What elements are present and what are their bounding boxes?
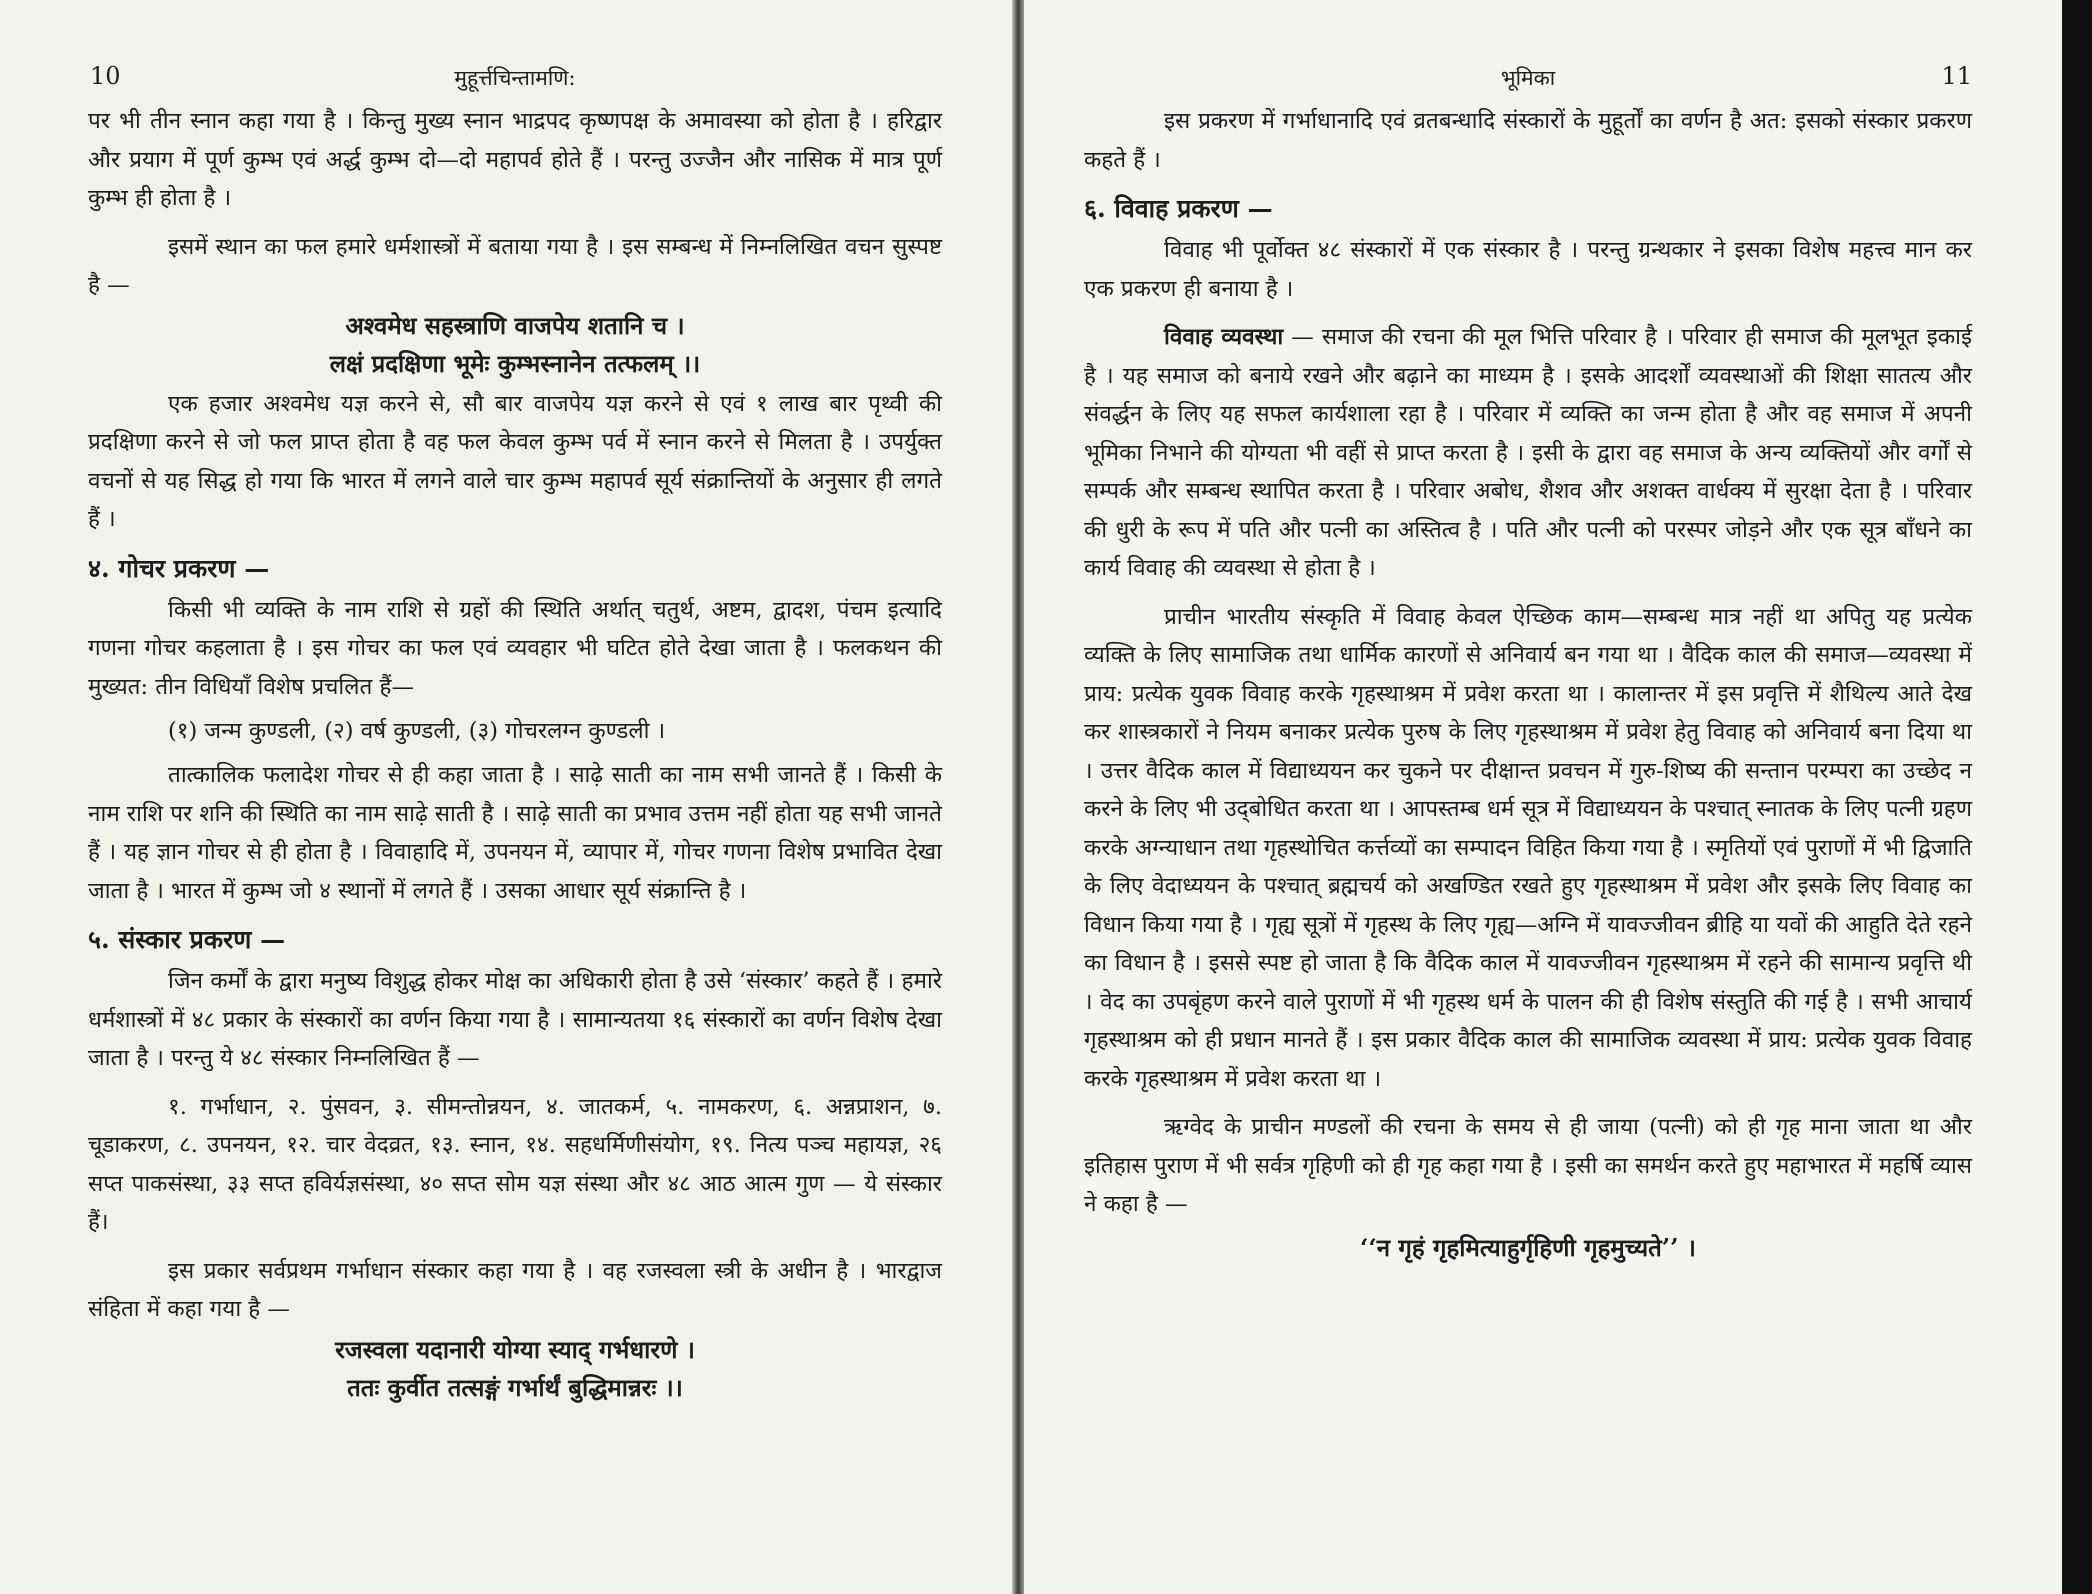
paragraph: एक हजार अश्वमेध यज्ञ करने से, सौ बार वाजपेय यज्ञ करने से एवं १ लाख बार पृथ्वी की प्रदक्षिणा करने से जो फल प्राप्त होता है वह फल केवल कुम्भ पर्व में स्नान करने से मिलता है । उपर्युक्त वचनों से यह सिद्ध हो गया कि भारत में लगने वाले चार कुम्भ महापर्व सूर्य संक्रान्तियों के अनुसार ही लगते हैं । [88,390,942,532]
running-title-right: भूमिका [1500,66,1556,90]
paragraph: इस प्रकार सर्वप्रथम गर्भाधान संस्कार कहा गया है । वह रजस्वला स्त्री के अधीन है । भारद्वाज संहिता में कहा गया है — [88,1257,942,1322]
section-heading: ५. संस्कार प्रकरण — [88,925,286,954]
page-number-right: 11 [1941,62,1972,90]
paragraph-text: — समाज की रचना की मूल भित्ति परिवार है । परिवार ही समाज की मूलभूत इकाई है । यह समाज को बनाये रखने और बढ़ाने का माध्यम है । इसके आदर्शों व्यवस्थाओं की शिक्षा सातत्य और संवर्द्धन के लिए यह सफल कार्यशाला रहा है । परिवार में व्यक्ति का जन्म होता है और वह समाज में अपनी भूमिका निभाने की योग्यता भी वहीं से प्राप्त करता है । इसी के द्वारा वह समाज के अन्य व्यक्तियों और वर्गों से सम्पर्क और सम्बन्ध स्थापित करता है । परिवार अबोध, शैशव और अशक्त वार्धक्य में सुरक्षा देता है । परिवार की धुरी के रूप में पति और पत्नी का अस्तित्व है । पति और पत्नी को परस्पर जोड़ने और एक सूत्र बाँधने का कार्य विवाह की व्यवस्था से होता है । [1084,324,1972,581]
verse-line: ततः कुर्वीत तत्सङ्गं गर्भार्थं बुद्धिमान्नरः ।। [347,1372,683,1402]
scanner-edge [2062,0,2092,1594]
running-head-left [88,62,942,102]
right-page [1024,0,2062,1594]
section-heading: ६. विवाह प्रकरण — [1084,194,1273,223]
paragraph: १. गर्भाधान, २. पुंसवन, ३. सीमन्तोन्नयन, ४. जातकर्म, ५. नामकरण, ६. अन्नप्राशन, ७. चूडाकरण, ८. उपनयन, १२. चार वेदव्रत, १३. स्नान, १४. सहधर्मिणीसंयोग, १९. नित्य पञ्च महायज्ञ, २६ सप्त पाकसंस्था, ३३ सप्त हविर्यज्ञसंस्था, ४० सप्त सोम यज्ञ संस्था और ४८ आठ आत्म गुण — ये संस्कार हैं। [88,1093,942,1235]
paragraph: इस प्रकरण में गर्भाधानादि एवं व्रतबन्धादि संस्कारों के मुहूर्तों का वर्णन है अत: इसको संस्कार प्रकरण कहते हैं । [1084,108,1972,173]
quote-line: ‘‘न गृहं गृहमित्याहुर्गृहिणी गृहमुच्यते’’ । [1360,1232,1696,1262]
paragraph: विवाह भी पूर्वोक्त ४८ संस्कारों में एक संस्कार है । परन्तु ग्रन्थकार ने इसका विशेष महत्त्व मान कर एक प्रकरण ही बनाया है । [1084,237,1972,302]
paragraph: पर भी तीन स्नान कहा गया है । किन्तु मुख्य स्नान भाद्रपद कृष्णपक्ष के अमावस्या को होता है । हरिद्वार और प्रयाग में पूर्ण कुम्भ एवं अर्द्ध कुम्भ दो—दो महापर्व होते हैं । परन्तु उज्जैन और नासिक में मात्र पूर्ण कुम्भ ही होता है । [88,108,942,211]
verse-line: रजस्वला यदानारी योग्या स्याद् गर्भधारणे । [335,1334,695,1364]
verse-block [88,307,942,383]
verse-line: लक्षं प्रदक्षिणा भूमेः कुम्भस्नानेन तत्फलम् ।। [329,348,701,378]
paragraph: प्राचीन भारतीय संस्कृति में विवाह केवल ऐच्छिक काम—सम्बन्ध मात्र नहीं था अपितु यह प्रत्येक व्यक्ति के लिए सामाजिक तथा धार्मिक कारणों से अनिवार्य बन गया था । वैदिक काल की समाज—व्यवस्था में प्राय: प्रत्येक युवक विवाह करके गृहस्थाश्रम में प्रवेश करता था । कालान्तर में इस प्रवृत्ति में शैथिल्य आते देख कर शास्त्रकारों ने नियम बनाकर प्रत्येक पुरुष के लिए गृहस्थाश्रम में प्रवेश हेतु विवाह को अनिवार्य बना दिया था । उत्तर वैदिक काल में विद्याध्ययन कर चुकने पर दीक्षान्त प्रवचन में गुरु-शिष्य की सन्तान परम्परा का उच्छेद न करने के लिए भी उद्‌बोधित करता था । आपस्तम्ब धर्म सूत्र में विद्याध्ययन के पश्चात् स्नातक के लिए पत्नी ग्रहण करके अग्न्याधान तथा गृहस्थोचित कर्त्तव्यों का सम्पादन विहित किया गया है । स्मृतियों एवं पुराणों में भी द्विजाति के लिए वेदाध्ययन के पश्चात् ब्रह्मचर्य को अखण्डित रखते हुए गृहस्थाश्रम में प्रवेश और इसके लिए विवाह का विधान किया गया है । गृह्य सूत्रों में गृहस्थ के लिए गृह्य—अग्नि में यावज्जीवन ब्रीहि या यवों की आहुति देते रहने का विधान है । इससे स्पष्ट हो जाता है कि वैदिक काल में यावज्जीवन गृहस्थाश्रम में रहने की सामान्य प्रवृत्ति थी । वेद का उपबृंहण करने वाले पुराणों में भी गृहस्थ धर्म के पालन की ही विशेष संस्तुति की गई है । सभी आचार्य गृहस्थाश्रम को ही प्रधान मानते हैं । इस प्रकार वैदिक काल की सामाजिक व्यवस्था में प्राय: प्रत्येक युवक विवाह करके गृहस्थाश्रम में प्रवेश करता था । [1084,603,1972,1092]
paragraph [1084,318,1972,588]
running-head-right [1084,62,1972,102]
section-heading: ४. गोचर प्रकरण — [88,553,270,583]
paragraph: जिन कर्मों के द्वारा मनुष्य विशुद्ध होकर मोक्ष का अधिकारी होता है उसे ‘संस्कार’ कहते हैं । हमारे धर्मशास्त्रों में ४८ प्रकार के संस्कारों का वर्णन किया गया है । सामान्यतया १६ संस्कारों का वर्णन विशेष देखा जाता है । परन्तु ये ४८ संस्कार निम्नलिखित हैं — [88,968,942,1071]
list-line: (१) जन्म कुण्डली, (२) वर्ष कुण्डली, (३) गोचरलग्न कुण्डली । [168,718,666,744]
paragraph: तात्कालिक फलादेश गोचर से ही कहा जाता है । साढ़े साती का नाम सभी जानते हैं । किसी के नाम राशि पर शनि की स्थिति का नाम साढ़े साती है । साढ़े साती का प्रभाव उत्तम नहीं होता यह सभी जानते हैं । यह ज्ञान गोचर से ही होता है । विवाहादि में, उपनयन में, व्यापार में, गोचर गणना विशेष प्रभावित देखा जाता है । भारत में कुम्भ जो ४ स्थानों में लगते हैं । उसका आधार सूर्य संक्रान्ति है । [88,762,942,904]
running-title-left: मुहूर्त्तचिन्तामणि: [454,66,576,90]
paragraph: किसी भी व्यक्ति के नाम राशि से ग्रहों की स्थिति अर्थात् चतुर्थ, अष्टम, द्वादश, पंचम इत्यादि गणना गोचर कहलाता है । इस गोचर का फल एवं व्यवहार भी घटित होते देखा जाता है । फलकथन की मुख्यत: तीन विधियाँ विशेष प्रचलित हैं— [88,596,942,700]
book-gutter [1012,0,1024,1594]
paragraph: इसमें स्थान का फल हमारे धर्मशास्त्रों में बताया गया है । इस सम्बन्ध में निम्नलिखित वचन सुस्पष्ट है — [88,233,942,298]
paragraph-lead: विवाह व्यवस्था [1164,324,1284,350]
page-number-left: 10 [90,62,121,90]
verse-block [88,1331,942,1407]
left-page [0,0,1012,1594]
verse-line: अश्वमेध सहस्त्राणि वाजपेय शतानि च । [345,310,685,340]
paragraph: ऋग्वेद के प्राचीन मण्डलों की रचना के समय से ही जाया (पत्नी) को ही गृह माना जाता था और इतिहास पुराण में भी सर्वत्र गृहिणी को ही गृह कहा गया है । इसी का समर्थन करते हुए महाभारत में महर्षि व्यास ने कहा है — [1084,1114,1972,1217]
